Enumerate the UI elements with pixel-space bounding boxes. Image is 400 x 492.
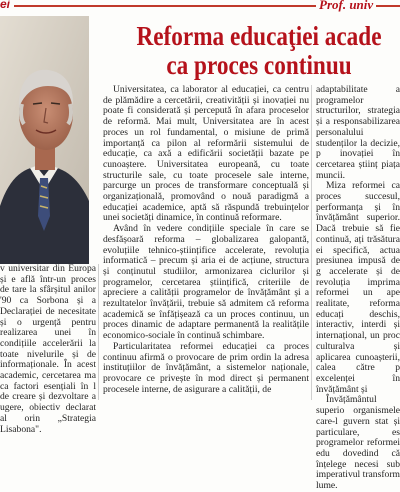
paragraph: Universitatea, ca laborator al educației, ca centru de plămădire a cercetării, creativității și inovației nu poate fi considerată și percepută în afara proceselor de reformă. Mai mult, Universitatea are în acest proces un rol fundamental, o misiune de primă importanță ca pilon al reformării sistemului de educație, ca axă a edificării societății bazate pe cunoaștere. Universitatea europeană, cu toate structurile sale, cu toate procesele sale interne, parcurge un proces de transformare conceptuală și organizațională, promovând o nouă paradigmă a educației academice, aptă să răspundă trebuințelor unei societăți dinamice, în continuă reformare. [103,84,309,224]
author-photo [0,16,89,264]
paragraph: v universitar din Europa și e află într-un proces de tare la sfârșitul anilor '90 ca Sorbona și a Declarației de necesitate și o urgență pentru realizarea unei în condițiile accelerării la toate nivelurile și de informaționale. În acest academic, cercetarea ma ca factori esențiali în l de creare și dezvoltare a ugere, obiectiv declarat al orin „Strategia Lisabona". [0,263,96,435]
paragraph: Învățământul superio organismele care-l guvern stat și particulare, es programelor reformei edu dovedind că înțelege necesi sub imperativul transform lume. [316,394,400,492]
article-title-line-1: Reforma educaţiei acade [136,21,382,51]
article-title-line-2: ca proces continuu [166,50,352,80]
paragraph: adaptabilitate a programelor structurilor, strategia și a responsabilizarea personalului studenților la decizie, p inovației în cercetarea științ piața muncii. [316,84,400,181]
column-divider [98,264,99,400]
column-divider [311,85,312,400]
article-column-2 [103,85,309,400]
article-column-1 [0,263,96,435]
paragraph: Având în vedere condițiile speciale în care se desfășoară reforma – globalizarea galopantă, evoluțiile tehnico-științifice accelerate, revoluția informatică – precum și aria ei de acțiune, structura și conținutul studiilor, armonizarea ciclurilor și programelor, cercetarea științifică, criteriile de apreciere a calității programelor de învățământ și a rezultatelor învățării, trebuie să admitem că reforma academică se înfățișează ca un proces continuu, un proces dinamic de adaptare permanentă la realitățile economico-sociale în continuă schimbare. [103,223,309,342]
header-left-snippet: ei [0,0,14,11]
article-title [130,22,388,80]
article-column-3 [316,84,400,492]
portrait-image [0,16,89,264]
paragraph: Particularitatea reformei educației ca proces continuu afirmă o provocare de prim ordin la adresa instituțiilor de învățământ, a sistemelor naționale, provocare ce privește în mod direct și permanent procesele interne, de asigurare a calității, de [103,340,309,395]
page-header [0,0,400,13]
paragraph: Miza reformei ca proces succesul, performanța și în învățământ superior. Dacă trebuie să fie continuă, ați trăsătura ei specifică, actua presiunea impusă de g accelerate și de revoluția imprima reformei un ape realitate, reforma educați deschis, interactiv, interdi și internațional, un proc culturalva și aplicarea cunoașterii, calea către p excelenței în învățământ și [316,180,400,395]
header-author: Prof. univ [316,0,376,13]
